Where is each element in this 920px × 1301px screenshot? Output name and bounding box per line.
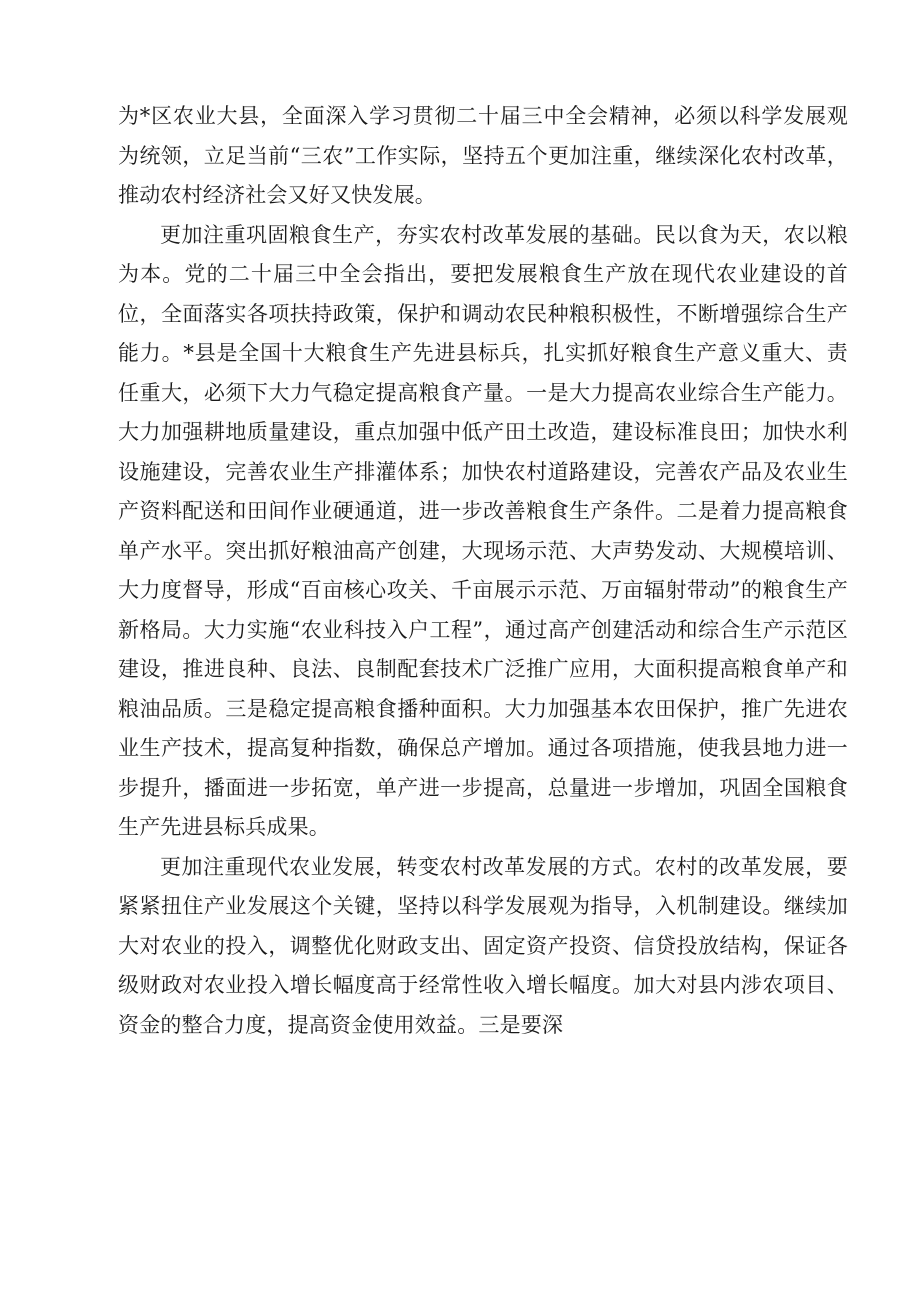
- paragraph-grain-production: 更加注重巩固粮食生产，夯实农村改革发展的基础。民以食为天，农以粮为本。党的二十届三中全会指出，要把发展粮食生产放在现代农业建设的首位，全面落实各项扶持政策，保护和调动农民种粮积极性，不断增强综合生产能力。*县是全国十大粮食生产先进县标兵，扎实抓好粮食生产意义重大、责任重大，必须下大力气稳定提高粮食产量。一是大力提高农业综合生产能力。大力加强耕地质量建设，重点加强中低产田土改造，建设标准良田；加快水利设施建设，完善农业生产排灌体系；加快农村道路建设，完善农产品及农业生产资料配送和田间作业硬通道，进一步改善粮食生产条件。二是着力提高粮食单产水平。突出抓好粮油高产创建，大现场示范、大声势发动、大规模培训、大力度督导，形成“百亩核心攻关、千亩展示示范、万亩辐射带动”的粮食生产新格局。大力实施“农业科技入户工程”，通过高产创建活动和综合生产示范区建设，推进良种、良法、良制配套技术广泛推广应用，大面积提高粮食单产和粮油品质。三是稳定提高粮食播种面积。大力加强基本农田保护，推广先进农业生产技术，提高复种指数，确保总产增加。通过各项措施，使我县地力进一步提升，播面进一步拓宽，单产进一步提高，总量进一步增加，巩固全国粮食生产先进县标兵成果。: [118, 222, 848, 839]
- document-body: [118, 97, 848, 1045]
- paragraph-modern-agriculture: 更加注重现代农业发展，转变农村改革发展的方式。农村的改革发展，要紧紧扭住产业发展这个关键，坚持以科学发展观为指导，入机制建设。继续加大对农业的投入，调整优化财政支出、固定资产投资、信贷投放结构，保证各级财政对农业投入增长幅度高于经常性收入增长幅度。加大对县内涉农项目、资金的整合力度，提高资金使用效益。三是要深: [118, 854, 848, 1037]
- paragraph-continuation: 为*区农业大县，全面深入学习贯彻二十届三中全会精神，必须以科学发展观为统领，立足当前“三农”工作实际，坚持五个更加注重，继续深化农村改革，推动农村经济社会又好又快发展。: [118, 104, 848, 207]
